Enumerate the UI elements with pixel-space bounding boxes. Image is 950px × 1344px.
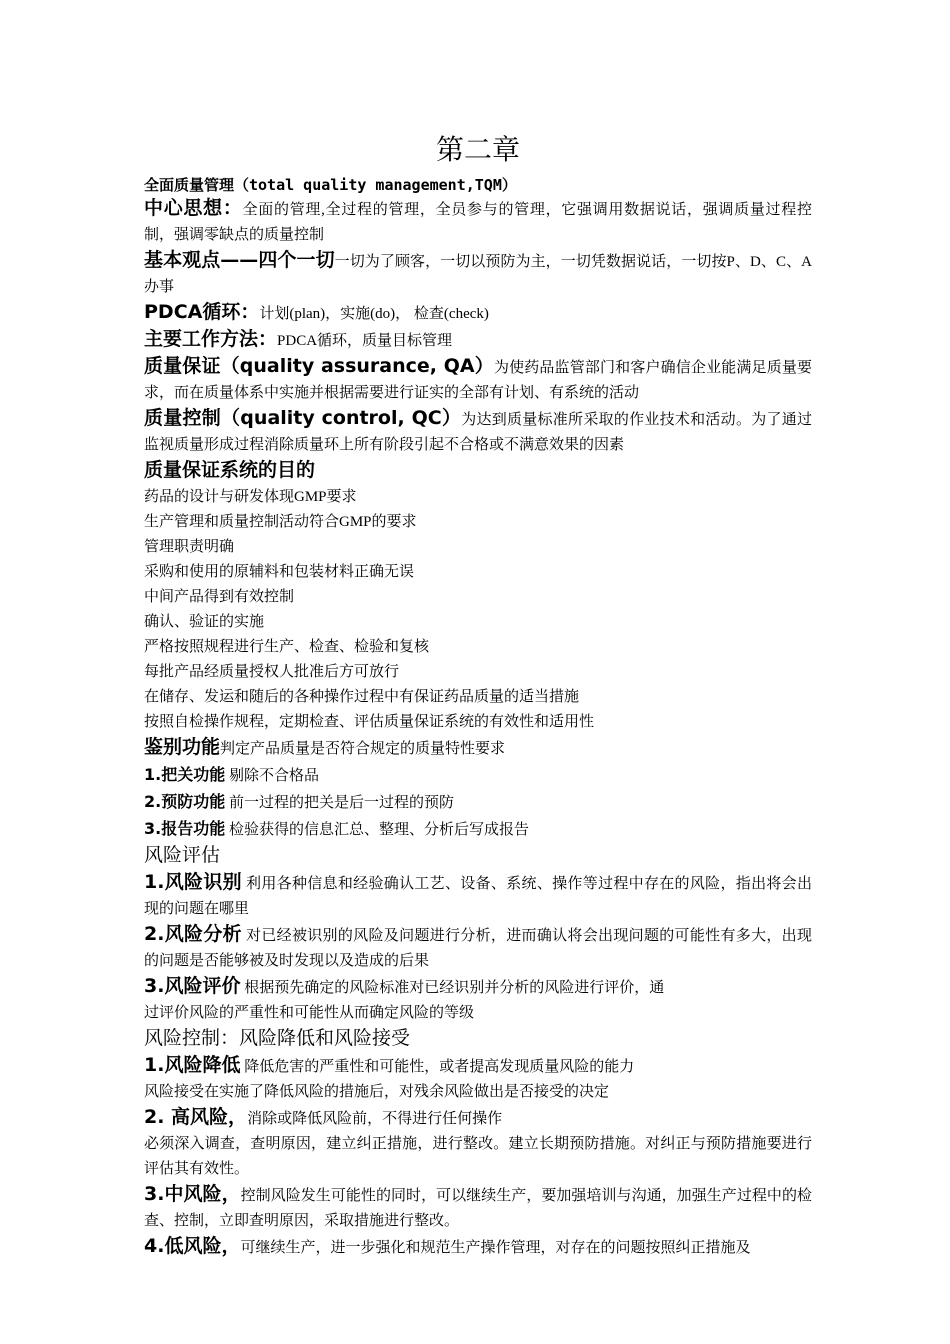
basic-view-text: 一切为了顾客，一切以预防为主，一切凭数据说话，一切按P、D、C、A办事 [144, 254, 812, 295]
identify-paragraph [144, 735, 812, 762]
risk-eval-item: 3.风险评价 根据预先确定的风险标准对已经识别并分析的风险进行评价，通 过评价风险的严重性和可能性从而确定风险的等级 [144, 975, 665, 1021]
qa-system-heading: 质量保证系统的目的 [144, 459, 316, 481]
identify-item: 3.报告功能 检验获得的信息汇总、整理、分析后写成报告 [144, 819, 529, 838]
list-item: 生产管理和质量控制活动符合GMP的要求 [144, 514, 417, 530]
qa-text: 为使药品监管部门和客户确信企业能满足质量要求，而在质量体系中实施并根据需要进行证实的全部有计划、有系统的活动 [144, 360, 812, 401]
identify-text: 判定产品质量是否符合规定的质量特性要求 [220, 741, 506, 757]
low-risk-item: 4.低风险，可继续生产，进一步强化和规范生产操作管理，对存在的问题按照纠正措施及 [144, 1235, 751, 1257]
list-item: 按照自检操作规程，定期检查、评估质量保证系统的有效性和适用性 [144, 714, 595, 730]
list-item: 药品的设计与研发体现GMP要求 [144, 489, 357, 505]
mid-risk-item: 3.中风险，控制风险发生可能性的同时，可以继续生产，要加强培训与沟通，加强生产过程中的检查、控制，立即查明原因，采取措施进行整改。 [144, 1183, 812, 1229]
page-title: 第二章 [435, 133, 520, 166]
identify-label: 鉴别功能 [144, 736, 221, 758]
main-method-paragraph [144, 327, 812, 354]
risk-eval-heading: 风险评估 [144, 844, 221, 866]
list-item: 在储存、发运和随后的各种操作过程中有保证药品质量的适当措施 [144, 689, 580, 705]
main-method-label: 主要工作方法： [144, 328, 278, 350]
high-risk-detail: 必须深入调查，查明原因，建立纠正措施，进行整改。建立长期预防措施。对纠正与预防措施要进行评估其有效性。 [144, 1136, 812, 1177]
qa-paragraph [144, 354, 812, 406]
risk-control-heading: 风险控制：风险降低和风险接受 [144, 1027, 411, 1049]
pdca-label: PDCA循环： [144, 301, 260, 323]
risk-eval-item: 2.风险分析 对已经被识别的风险及问题进行分析，进而确认将会出现问题的可能性有多大，出现的问题是否能够被及时发现以及造成的后果 [144, 923, 812, 969]
risk-reduce-item: 1.风险降低 降低危害的严重性和可能性，或者提高发现质量风险的能力 [144, 1054, 635, 1076]
pdca-text: 计划(plan)，实施(do)， 检查(check) [259, 306, 489, 322]
basic-view-label: 基本观点——四个一切 [144, 249, 335, 271]
main-method-text: PDCA循环，质量目标管理 [277, 333, 453, 349]
document-page [144, 130, 812, 1261]
risk-eval-item: 1.风险识别 利用各种信息和经验确认工艺、设备、系统、操作等过程中存在的风险，指出将会出现的问题在哪里 [144, 871, 812, 917]
core-idea-text: 全面的管理,全过程的管理，全员参与的管理，它强调用数据说话，强调质量过程控制，强调零缺点的质量控制 [144, 202, 812, 243]
pdca-paragraph [144, 300, 812, 327]
core-idea-paragraph [144, 196, 812, 248]
qa-label: 质量保证（quality assurance, QA） [144, 355, 494, 377]
list-item: 确认、验证的实施 [144, 614, 265, 630]
qa-system-list [144, 485, 812, 735]
qc-label: 质量控制（quality control, QC） [144, 407, 462, 429]
qc-text: 为达到质量标准所采取的作业技术和活动。为了通过监视质量形成过程消除质量环上所有阶段引起不合格或不满意效果的因素 [144, 412, 812, 453]
tqm-heading: 全面质量管理（total quality management,TQM） [144, 176, 517, 194]
identify-item: 1.把关功能 剔除不合格品 [144, 765, 319, 784]
high-risk-item: 2. 高风险，消除或降低风险前，不得进行任何操作 [144, 1106, 503, 1128]
identify-item: 2.预防功能 前一过程的把关是后一过程的预防 [144, 792, 454, 811]
list-item: 每批产品经质量授权人批准后方可放行 [144, 664, 400, 680]
basic-view-paragraph [144, 248, 812, 300]
list-item: 中间产品得到有效控制 [144, 589, 295, 605]
list-item: 严格按照规程进行生产、检查、检验和复核 [144, 639, 430, 655]
list-item: 管理职责明确 [144, 539, 235, 555]
qc-paragraph [144, 406, 812, 458]
core-idea-label: 中心思想： [144, 197, 243, 219]
list-item: 采购和使用的原辅料和包装材料正确无误 [144, 564, 415, 580]
risk-accept-text: 风险接受在实施了降低风险的措施后，对残余风险做出是否接受的决定 [144, 1084, 610, 1100]
